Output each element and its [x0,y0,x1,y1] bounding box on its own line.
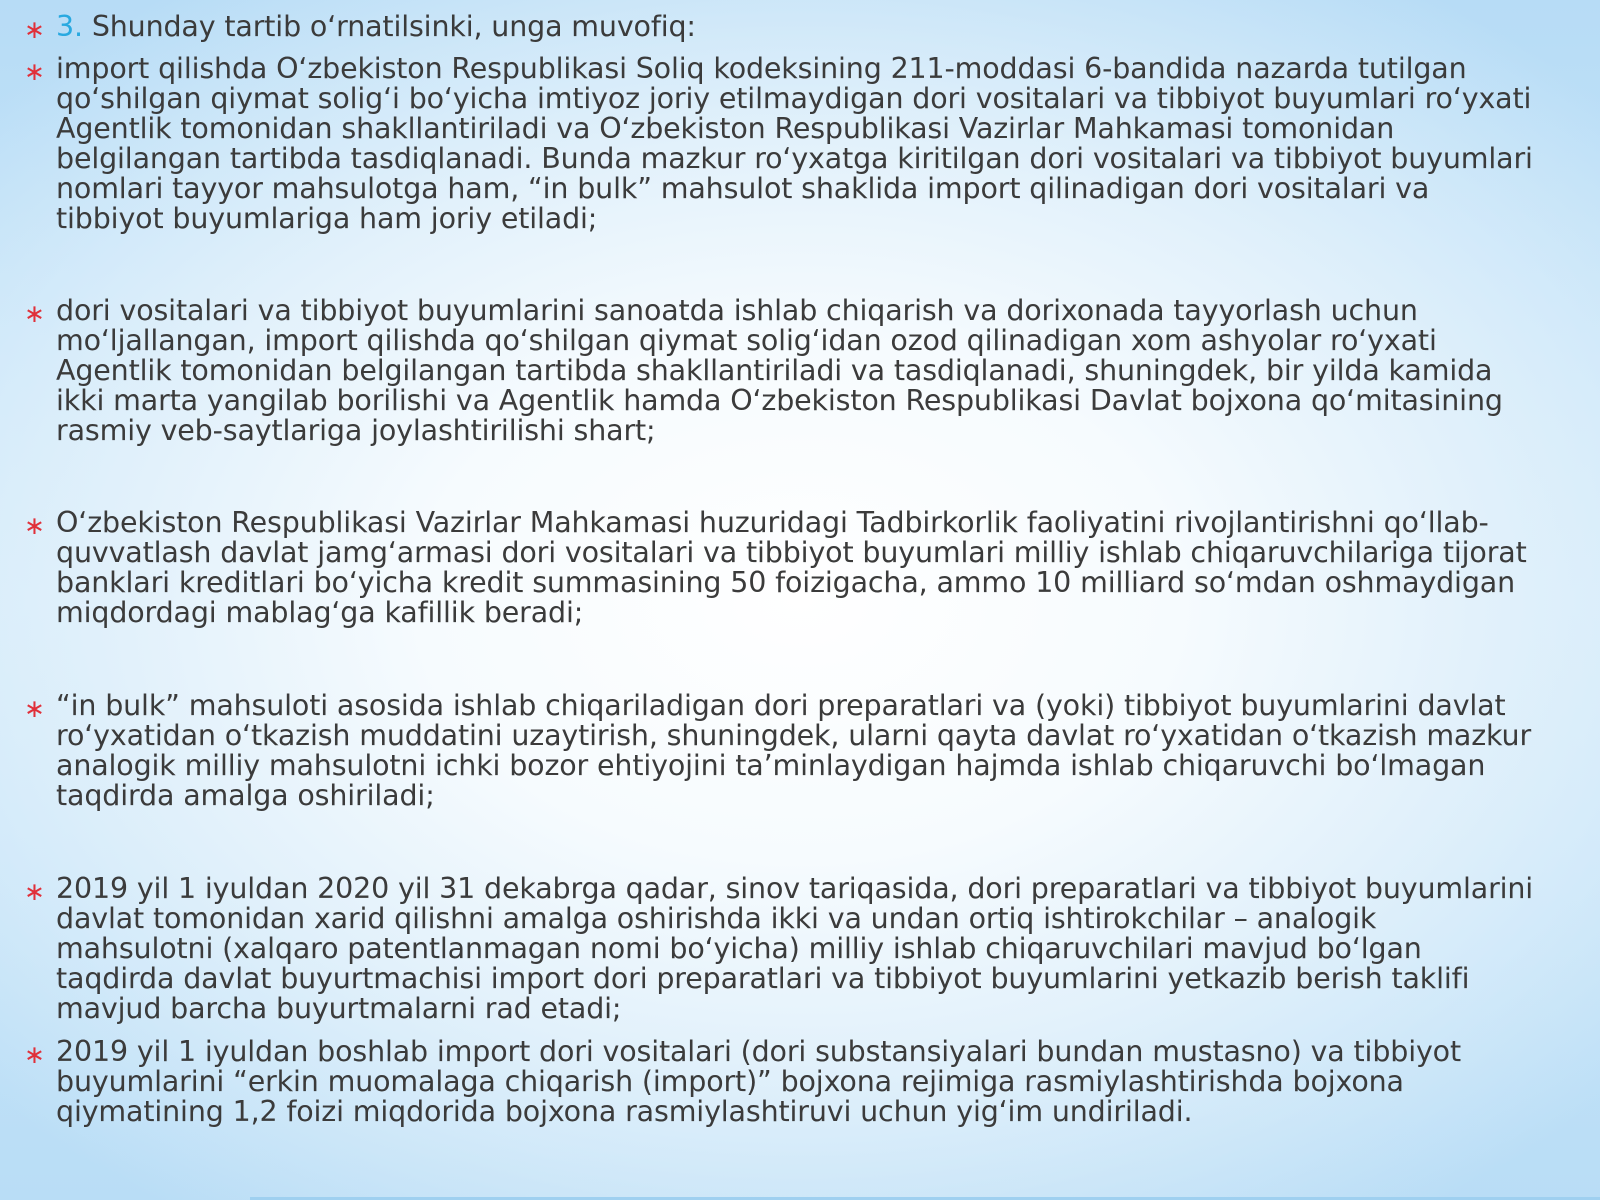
bullet-icon: ∗ [24,877,45,906]
list-item-text: dori vositalari va tibbiyot buyumlarini sanoatda ishlab chiqarish va dorixonada tayyorlash uchun moʻljallangan, import qilishda qoʻshilgan qiymat soligʻidan ozod qilinadigan xom ashyolar roʻyxati Agentlik tomonidan belgilangan tartibda shakllantiriladi va tasdiqlanadi, shuningdek, bir yilda kamida ikki marta yangilab borilishi va Agentlik hamda Oʻzbekiston Respublikasi Davlat bojxona qoʻmitasining rasmiy veb-saytlariga joylashtirilishi shart; [56,294,1503,447]
bullet-icon: ∗ [24,694,45,723]
list-item [24,1037,1584,1127]
list-item [24,874,1584,1024]
bullet-icon: ∗ [24,299,45,328]
list-item [24,296,1584,446]
bullet-icon: ∗ [24,15,45,44]
bullet-icon: ∗ [24,1040,45,1069]
list-item [24,508,1584,628]
bullet-icon: ∗ [24,511,45,540]
list-item-text: 2019 yil 1 iyuldan 2020 yil 31 dekabrga qadar, sinov tariqasida, dori preparatlari va tibbiyot buyumlarini davlat tomonidan xarid qilishni amalga oshirishda ikki va undan ortiq ishtirokchilar – analogik mahsulotni (xalqaro patentlanmagan nomi boʻyicha) milliy ishlab chiqaruvchilari mavjud boʻlgan taqdirda davlat buyurtmachisi import dori preparatlari va tibbiyot buyumlarini yetkazib berish taklifi mavjud barcha buyurtmalarni rad etadi; [56,872,1534,1025]
list-item-text: Oʻzbekiston Respublikasi Vazirlar Mahkamasi huzuridagi Tadbirkorlik faoliyatini rivojlantirishni qoʻllab- quvvatlash davlat jamgʻarmasi dori vositalari va tibbiyot buyumlari milliy ishlab chiqaruvchilariga tijorat banklari kreditlari boʻyicha kredit summasining 50 foizigacha, ammo 10 milliard soʻmdan oshmaydigan miqdordagi mablagʻga kafillik beradi; [56,506,1527,629]
intro-paragraph [24,12,1584,45]
section-number: 3. [56,10,83,43]
intro-label: Shunday tartib oʻrnatilsinki, unga muvofiq: [82,10,696,43]
intro-text [56,12,696,42]
list-item-text: “in bulk” mahsuloti asosida ishlab chiqariladigan dori preparatlari va (yoki) tibbiyot buyumlarini davlat roʻyxatidan oʻtkazish muddatini uzaytirish, shuningdek, ularni qayta davlat roʻyxatidan oʻtkazish mazkur analogik milliy mahsulotni ichki bozor ehtiyojini taʼminlaydigan hajmda ishlab chiqaruvchi boʻlmagan taqdirda amalga oshiriladi; [56,689,1532,812]
list-item-text: import qilishda Oʻzbekiston Respublikasi Soliq kodeksining 211-moddasi 6-bandida nazarda tutilgan qoʻshilgan qiymat soligʻi boʻyicha imtiyoz joriy etilmaydigan dori vositalari va tibbiyot buyumlari roʻyxati Agentlik tomonidan shakllantiriladi va Oʻzbekiston Respublikasi Vazirlar Mahkamasi tomonidan belgilangan tartibda tasdiqlanadi. Bunda mazkur roʻyxatga kiritilgan dori vositalari va tibbiyot buyumlari nomlari tayyor mahsulotga ham, “in bulk” mahsulot shaklida import qilinadigan dori vositalari va tibbiyot buyumlariga ham joriy etiladi; [56,52,1533,235]
bullet-icon: ∗ [24,57,45,86]
list-item-text: 2019 yil 1 iyuldan boshlab import dori vositalari (dori substansiyalari bundan mustasno) va tibbiyot buyumlarini “erkin muomalaga chiqarish (import)” bojxona rejimiga rasmiylashtirishda bojxona qiymatining 1,2 foizi miqdorida bojxona rasmiylashtiruvi uchun yigʻim undiriladi. [56,1035,1461,1128]
list-item [24,691,1584,811]
list-item [24,54,1584,234]
